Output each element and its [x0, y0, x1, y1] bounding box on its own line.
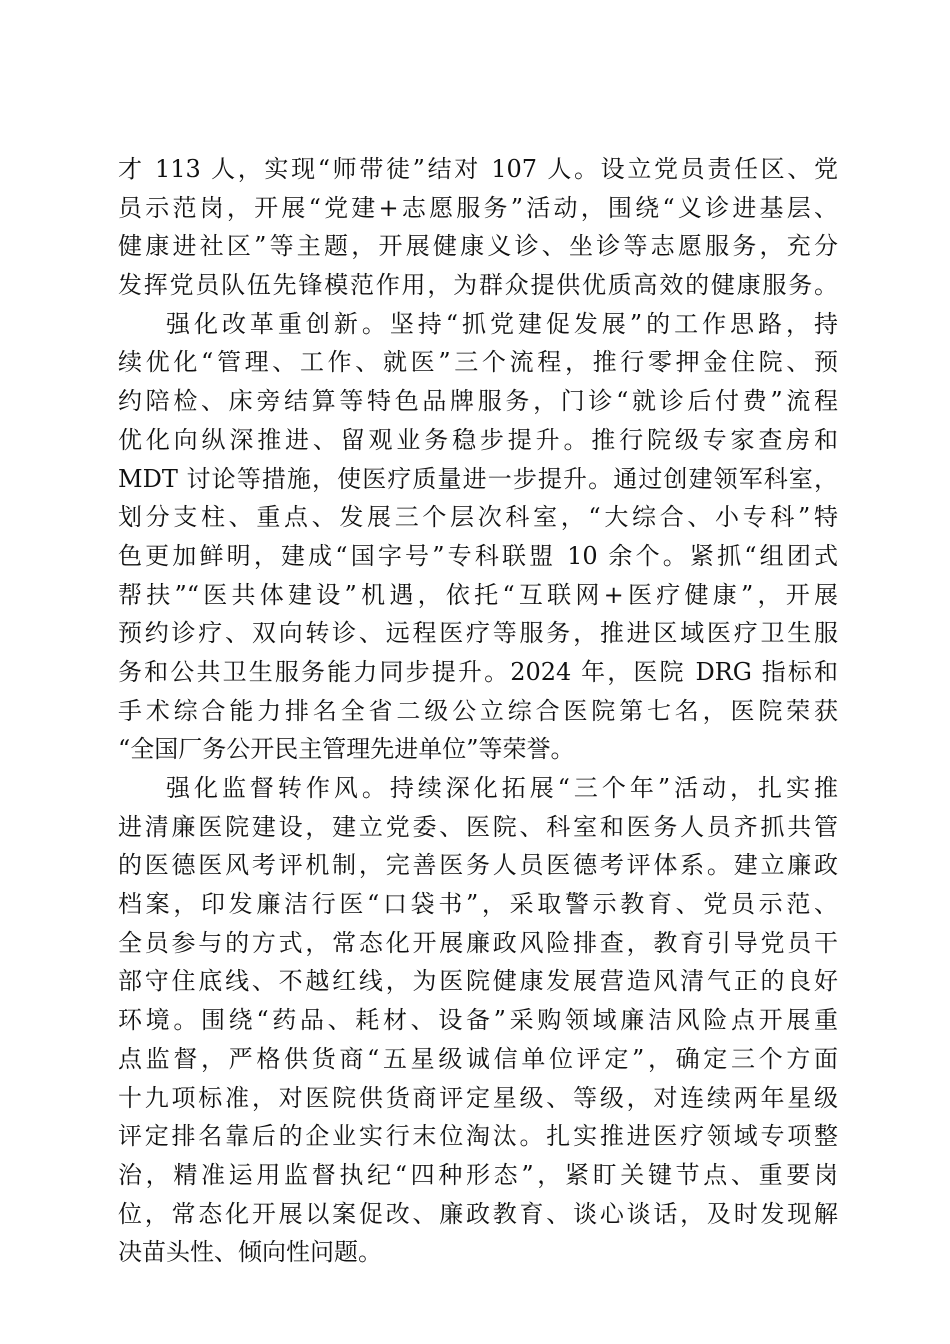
text-line: 发挥党员队伍先锋模范作用，为群众提供优质高效的健康服务。 [118, 271, 838, 300]
text-line: 评定排名靠后的企业实行末位淘汰。扎实推进医疗领域专项整 [118, 1122, 838, 1151]
text-line: 划分支柱、重点、发展三个层次科室，“大综合、小专科”特 [118, 503, 838, 532]
text-line: 务和公共卫生服务能力同步提升。2024 年，医院 DRG 指标和 [118, 657, 838, 686]
paragraph-supervision-style [118, 769, 838, 1272]
text-line: MDT 讨论等措施，使医疗质量进一步提升。通过创建领军科室， [118, 464, 838, 493]
text-line: 约陪检、床旁结算等特色品牌服务，门诊“就诊后付费”流程 [118, 387, 838, 416]
text-line: 决苗头性、倾向性问题。 [118, 1238, 382, 1267]
text-line: 的医德医风考评机制，完善医务人员医德考评体系。建立廉政 [118, 851, 838, 880]
text-line: 健康进社区”等主题，开展健康义诊、坐诊等志愿服务，充分 [118, 232, 838, 261]
text-line: 强化改革重创新。坚持“抓党建促发展”的工作思路，持 [166, 309, 838, 338]
text-line: 才 113 人，实现“师带徒”结对 107 人。设立党员责任区、党 [118, 155, 838, 183]
text-line: 部守住底线、不越红线，为医院健康发展营造风清气正的良好 [118, 967, 838, 996]
text-line: 档案，印发廉洁行医“口袋书”，采取警示教育、党员示范、 [118, 890, 838, 919]
text-line: 帮扶”“医共体建设”机遇，依托“互联网+医疗健康”，开展 [118, 580, 838, 609]
text-line: 全员参与的方式，常态化开展廉政风险排查，教育引导党员干 [118, 928, 838, 957]
text-line: 续优化“管理、工作、就医”三个流程，推行零押金住院、预 [118, 348, 838, 377]
text-line: 员示范岗，开展“党建+志愿服务”活动，围绕“义诊进基层、 [118, 193, 838, 222]
text-line: 强化监督转作风。持续深化拓展“三个年”活动，扎实推 [166, 774, 838, 802]
text-line: 治，精准运用监督执纪“四种形态”，紧盯关键节点、重要岗 [118, 1160, 838, 1189]
paragraph-reform-innovation [118, 305, 838, 769]
text-line: 预约诊疗、双向转诊、远程医疗等服务，推进区域医疗卫生服 [118, 619, 838, 648]
text-line: 环境。围绕“药品、耗材、设备”采购领域廉洁风险点开展重 [118, 1006, 838, 1035]
text-line: 色更加鲜明，建成“国字号”专科联盟 10 余个。紧抓“组团式 [118, 541, 838, 570]
paragraph-party-volunteer-service [118, 150, 838, 305]
document-body [118, 150, 838, 1272]
text-line: “全国厂务公开民主管理先进单位”等荣誉。 [118, 735, 575, 764]
text-line: 点监督，严格供货商“五星级诚信单位评定”，确定三个方面 [118, 1044, 838, 1073]
text-line: 优化向纵深推进、留观业务稳步提升。推行院级专家查房和 [118, 425, 838, 454]
text-line: 进清廉医院建设，建立党委、医院、科室和医务人员齐抓共管 [118, 812, 838, 841]
text-line: 位，常态化开展以案促改、廉政教育、谈心谈话，及时发现解 [118, 1199, 838, 1228]
text-line: 十九项标准，对医院供货商评定星级、等级，对连续两年星级 [118, 1083, 838, 1112]
text-line: 手术综合能力排名全省二级公立综合医院第七名，医院荣获 [118, 696, 838, 725]
